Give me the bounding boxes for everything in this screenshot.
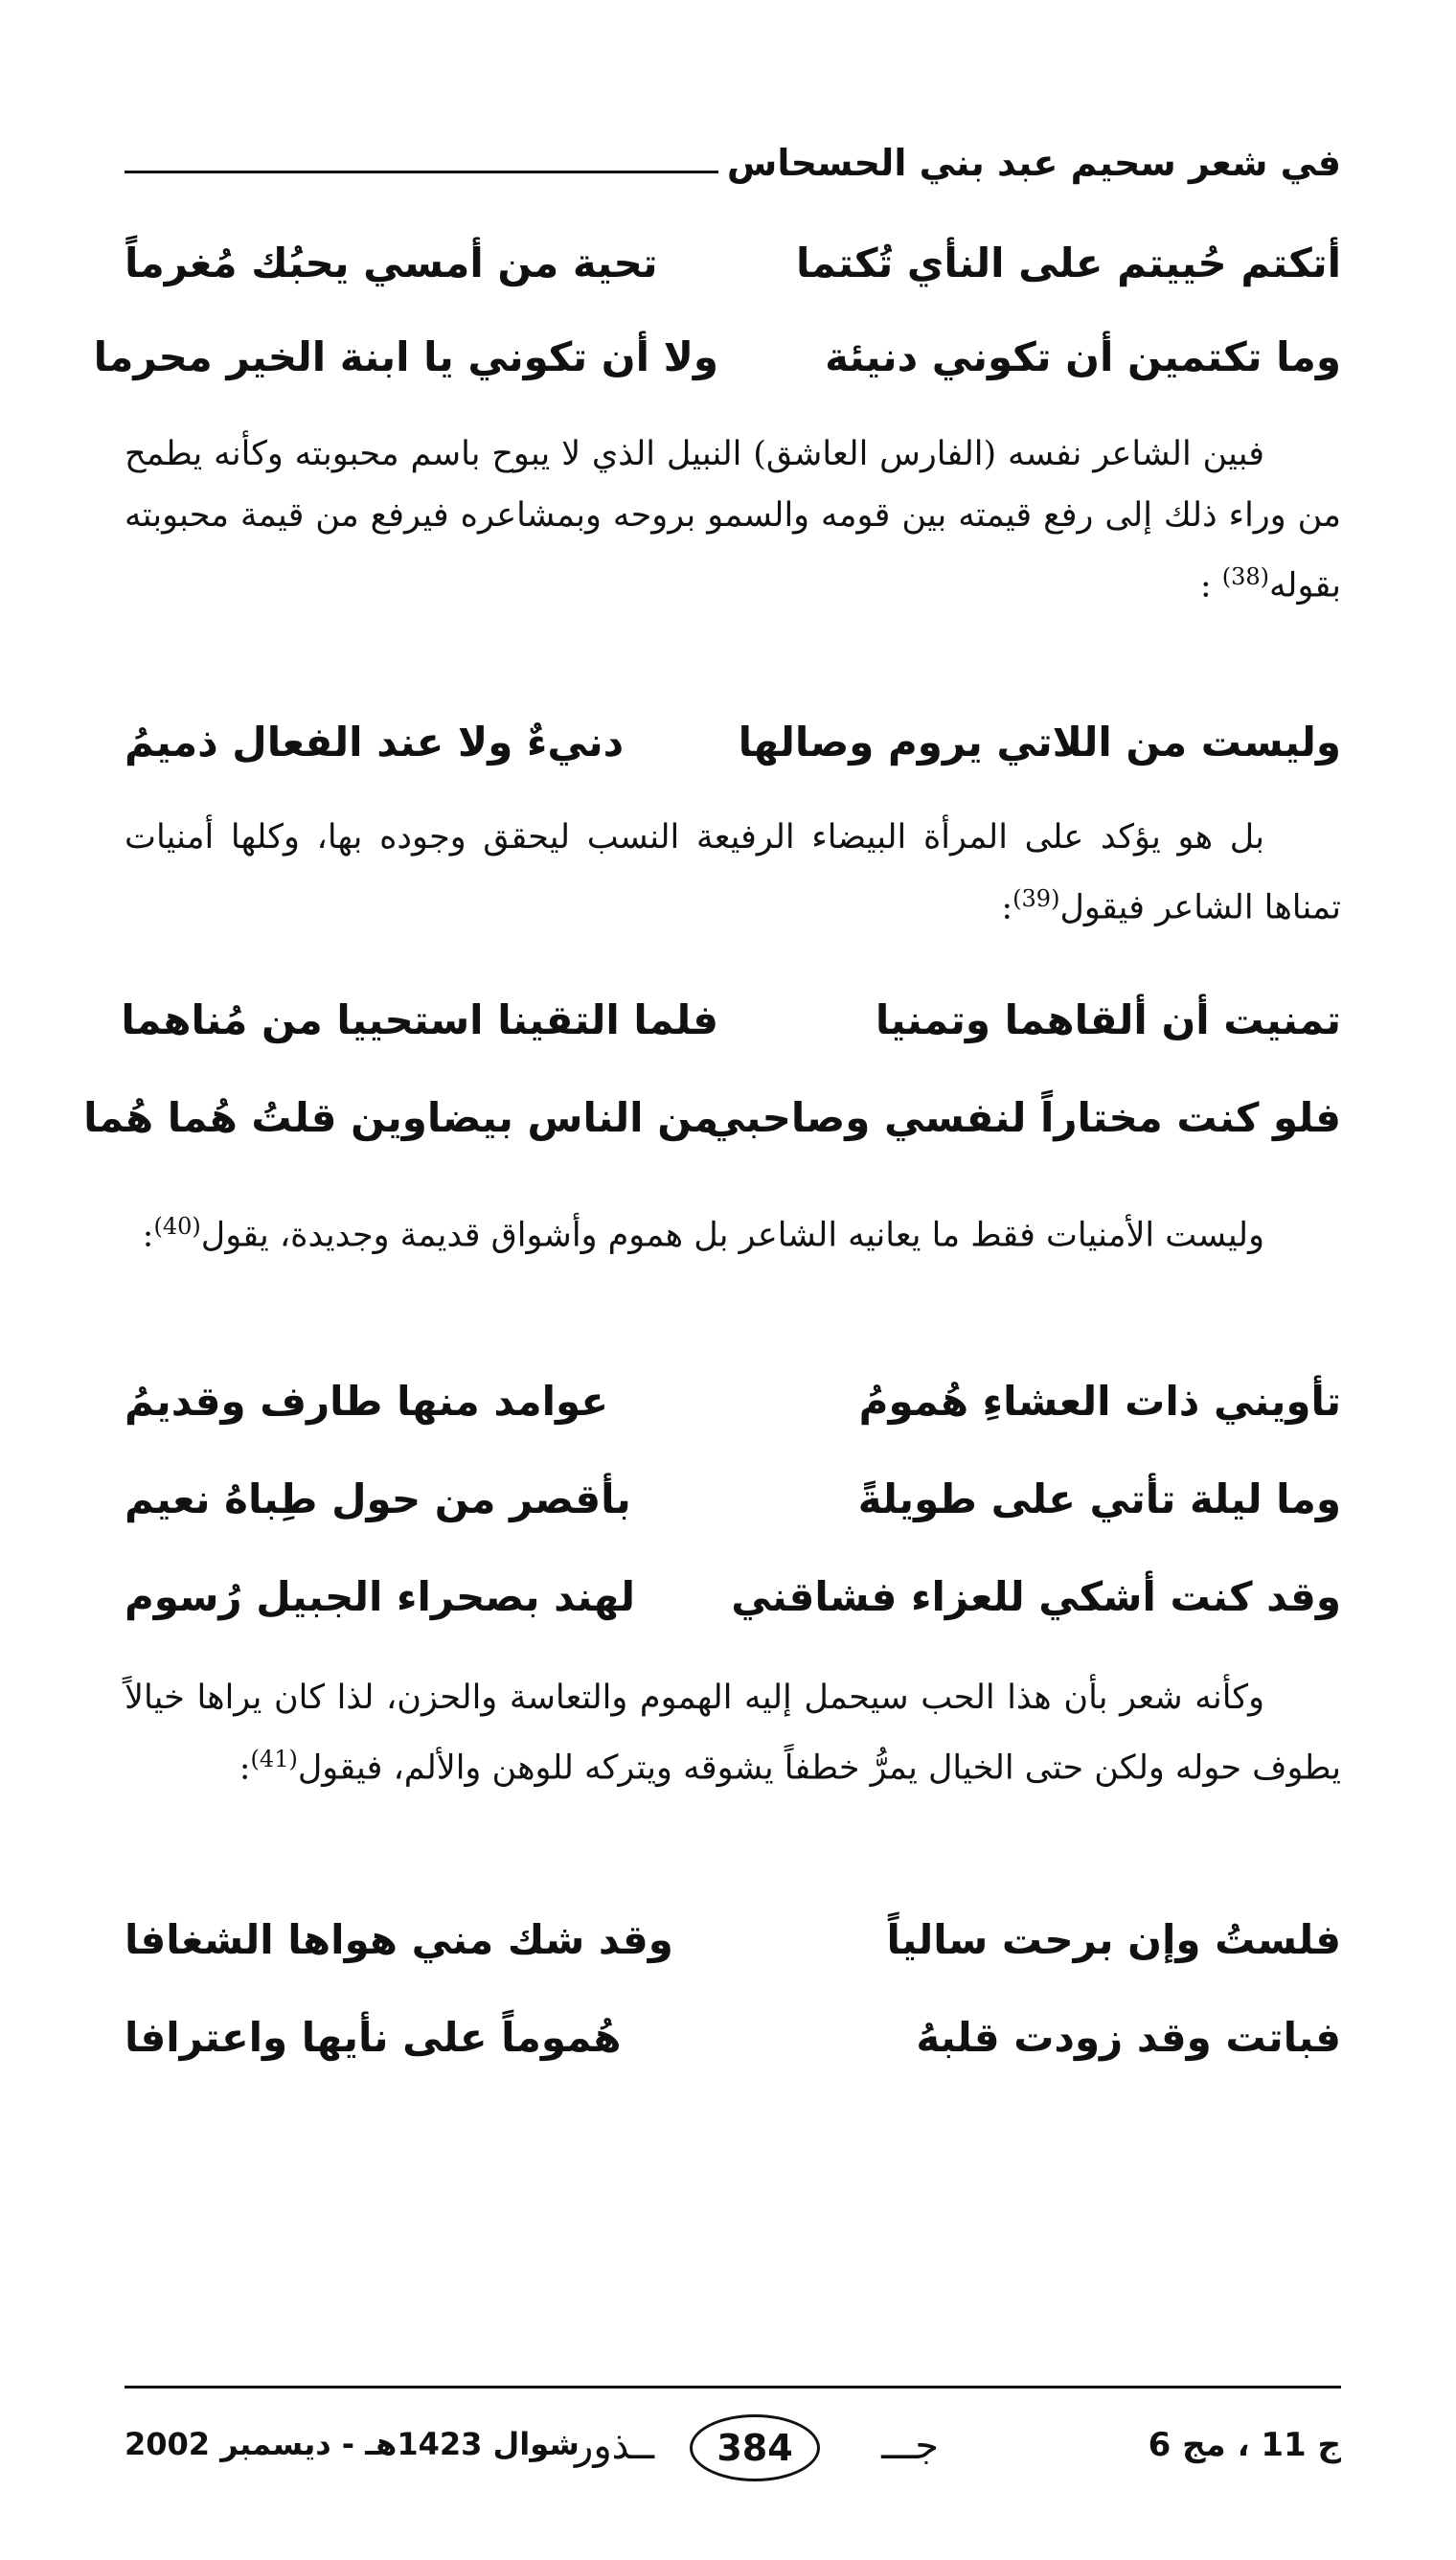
verse-line [125, 1475, 1341, 1552]
footnote-ref: (40) [153, 1213, 201, 1240]
verse-second-hemistich: وقد شك مني هواها الشغافا [125, 1916, 673, 1963]
publication-date: شوال 1423هـ - ديسمبر 2002 [125, 2426, 580, 2462]
verse-line [125, 1916, 1341, 1993]
verse-second-hemistich: هُموماً على نأيها واعترافا [125, 2014, 622, 2061]
paragraph-end: : [239, 1749, 251, 1788]
page-footer [125, 2386, 1341, 2491]
paragraph-end: : [1001, 888, 1013, 927]
verse-first-hemistich: فلستُ وإن برحت سالياً [886, 1916, 1341, 1963]
document-page [83, 115, 1341, 2491]
verse-second-hemistich: بأقصر من حول طِباهُ نعيم [125, 1475, 631, 1522]
verse-first-hemistich: فلو كنت مختاراً لنفسي وصاحبي [704, 1094, 1341, 1141]
verse-second-hemistich: لهند بصحراء الجبيل رُسوم [125, 1573, 635, 1620]
verse-first-hemistich: تأويني ذات العشاءِ هُمومُ [858, 1378, 1341, 1425]
verse-line [125, 1378, 1341, 1454]
paragraph [125, 807, 1341, 939]
paragraph-end: : [142, 1216, 154, 1255]
verse-first-hemistich: وقد كنت أشكي للعزاء فشاقني [731, 1573, 1341, 1620]
verse-line [93, 333, 1341, 410]
verse-line [121, 996, 1341, 1073]
verse-second-hemistich: تحية من أمسي يحبُك مُغرماً [125, 240, 658, 286]
verse-second-hemistich: من الناس بيضاوين قلتُ هُما هُما [83, 1094, 718, 1141]
paragraph-text: وكأنه شعر بأن هذا الحب سيحمل إليه الهموم والتعاسة والحزن، لذا كان يراها خيالاً يطوف حوله ولكن حتى الخيال يمرُّ خطفاً يشوقه ويتركه للوهن والألم، فيقول [125, 1679, 1341, 1788]
issue-volume: ج 11 ، مج 6 [1148, 2426, 1341, 2464]
journal-name-end: ــذور [575, 2424, 655, 2468]
verse-line [125, 2014, 1341, 2091]
footnote-ref: (39) [1012, 885, 1060, 912]
verse-second-hemistich: فلما التقينا استحييا من مُناهما [121, 996, 718, 1043]
verse-second-hemistich: عوامد منها طارف وقديمُ [125, 1378, 609, 1425]
footer-rule [125, 2386, 1341, 2389]
verse-line [83, 1094, 1341, 1171]
paragraph [125, 1196, 1341, 1267]
verse-line [125, 1573, 1341, 1650]
journal-name [575, 2414, 939, 2481]
header-rule [125, 171, 718, 173]
verse-second-hemistich: ولا أن تكوني يا ابنة الخير محرما [93, 333, 718, 380]
running-header [125, 125, 1341, 192]
page-number: 384 [690, 2414, 820, 2481]
header-title: في شعر سحيم عبد بني الحسحاس [726, 142, 1341, 184]
verse-first-hemistich: وليست من اللاتي يروم وصالها [738, 719, 1341, 766]
paragraph [125, 423, 1341, 617]
journal-name-start: جـــ [881, 2424, 939, 2468]
verse-first-hemistich: تمنيت أن ألقاهما وتمنيا [875, 996, 1341, 1043]
verse-line [125, 240, 1341, 316]
verse-first-hemistich: وما تكتمين أن تكوني دنيئة [825, 333, 1341, 380]
paragraph-text: فبين الشاعر نفسه (الفارس العاشق) النبيل الذي لا يبوح باسم محبوبته وكأنه يطمح من وراء ذلك إلى رفع قيمته بين قومه والسمو بروحه وبمشاعره فيرفع من قيمة محبوبته بقوله [125, 435, 1341, 606]
paragraph [125, 1667, 1341, 1799]
footnote-ref: (38) [1221, 563, 1270, 590]
verse-line [125, 719, 1341, 795]
paragraph-text: وليست الأمنيات فقط ما يعانيه الشاعر بل هموم وأشواق قديمة وجديدة، يقول [200, 1216, 1264, 1255]
verse-first-hemistich: أتكتم حُييتم على النأي تُكتما [796, 240, 1341, 286]
verse-first-hemistich: وما ليلة تأتي على طويلةً [857, 1475, 1341, 1522]
paragraph-end: : [1199, 566, 1222, 606]
verse-second-hemistich: دنيءٌ ولا عند الفعال ذميمُ [125, 719, 625, 766]
footnote-ref: (41) [250, 1746, 298, 1772]
paragraph-text: بل هو يؤكد على المرأة البيضاء الرفيعة النسب ليحقق وجوده بها، وكلها أمنيات تمناها الشاعر فيقول [125, 818, 1341, 927]
verse-first-hemistich: فباتت وقد زودت قلبهُ [916, 2014, 1341, 2061]
